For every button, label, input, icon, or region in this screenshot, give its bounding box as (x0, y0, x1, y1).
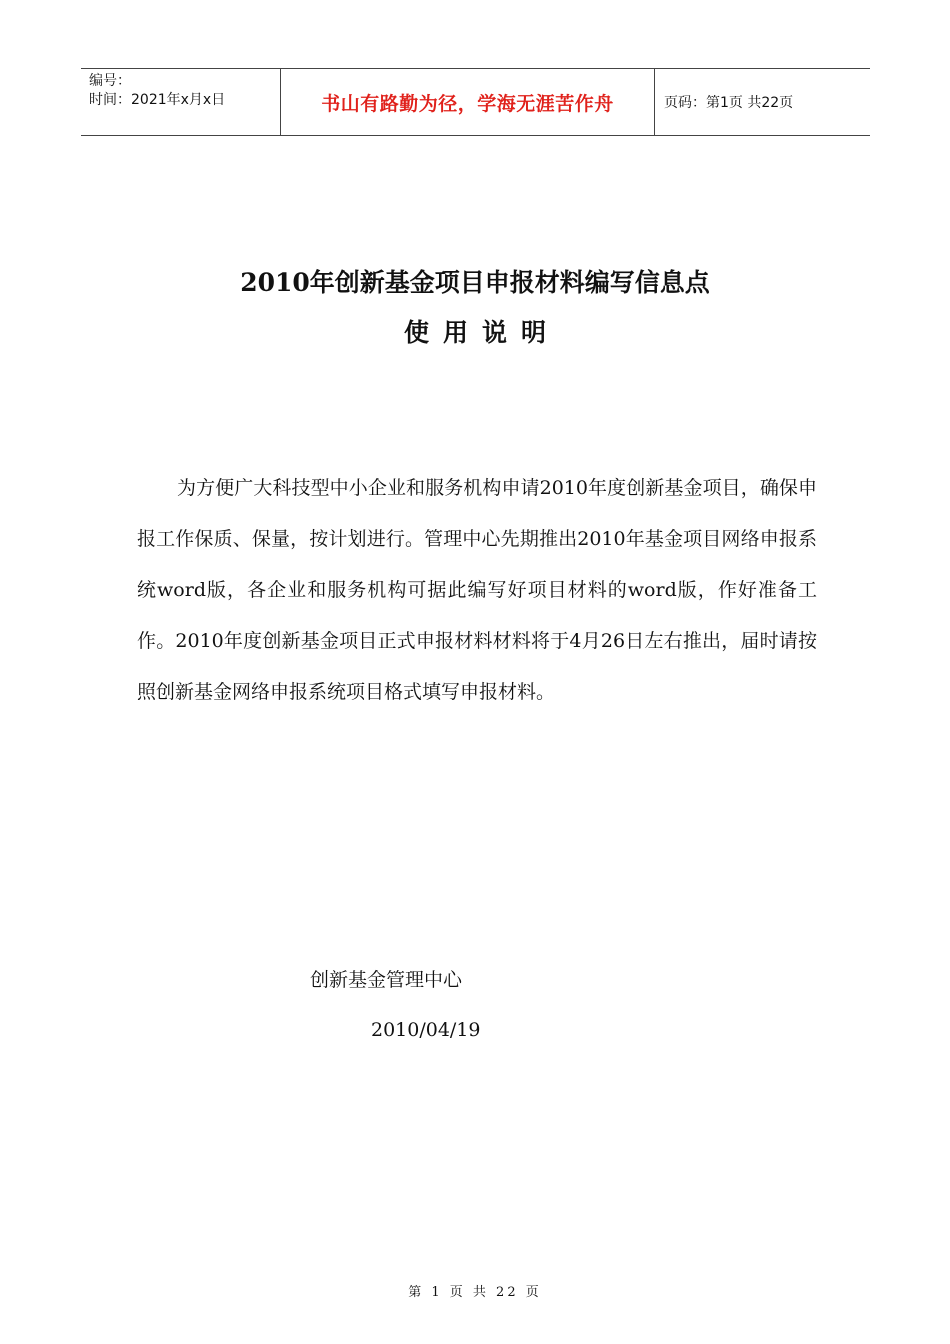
signature-date: 2010/04/19 (371, 1019, 481, 1041)
header-page-cell (655, 69, 870, 135)
header-table (81, 68, 870, 136)
number-label: 编号： (89, 73, 131, 89)
document-subtitle: 使用说明 (403, 318, 560, 347)
header-motto-cell (281, 69, 655, 135)
document-title: 2010年创新基金项目申报材料编写信息点 (240, 268, 710, 297)
body-paragraph: 为方便广大科技型中小企业和服务机构申请2010年度创新基金项目，确保申报工作保质、保量，按计划进行。管理中心先期推出2010年基金项目网络申报系统word版，各企业和服务机构可据此编写好项目材料的word版，作好准备工作。2010年度创新基金项目正式申报材料材料将于4月26日左右推出，届时请按照创新基金网络申报系统项目格式填写申报材料。 (137, 477, 817, 703)
time-label: 时间：2021年x月x日 (89, 92, 226, 108)
signature-organization: 创新基金管理中心 (310, 969, 463, 991)
page-info: 页码：第1页 共22页 (664, 95, 794, 111)
motto-text: 书山有路勤为径，学海无涯苦作舟 (321, 92, 614, 115)
header-meta-cell (81, 69, 281, 135)
page-footer: 第 1 页 共 22 页 (408, 1285, 542, 1300)
